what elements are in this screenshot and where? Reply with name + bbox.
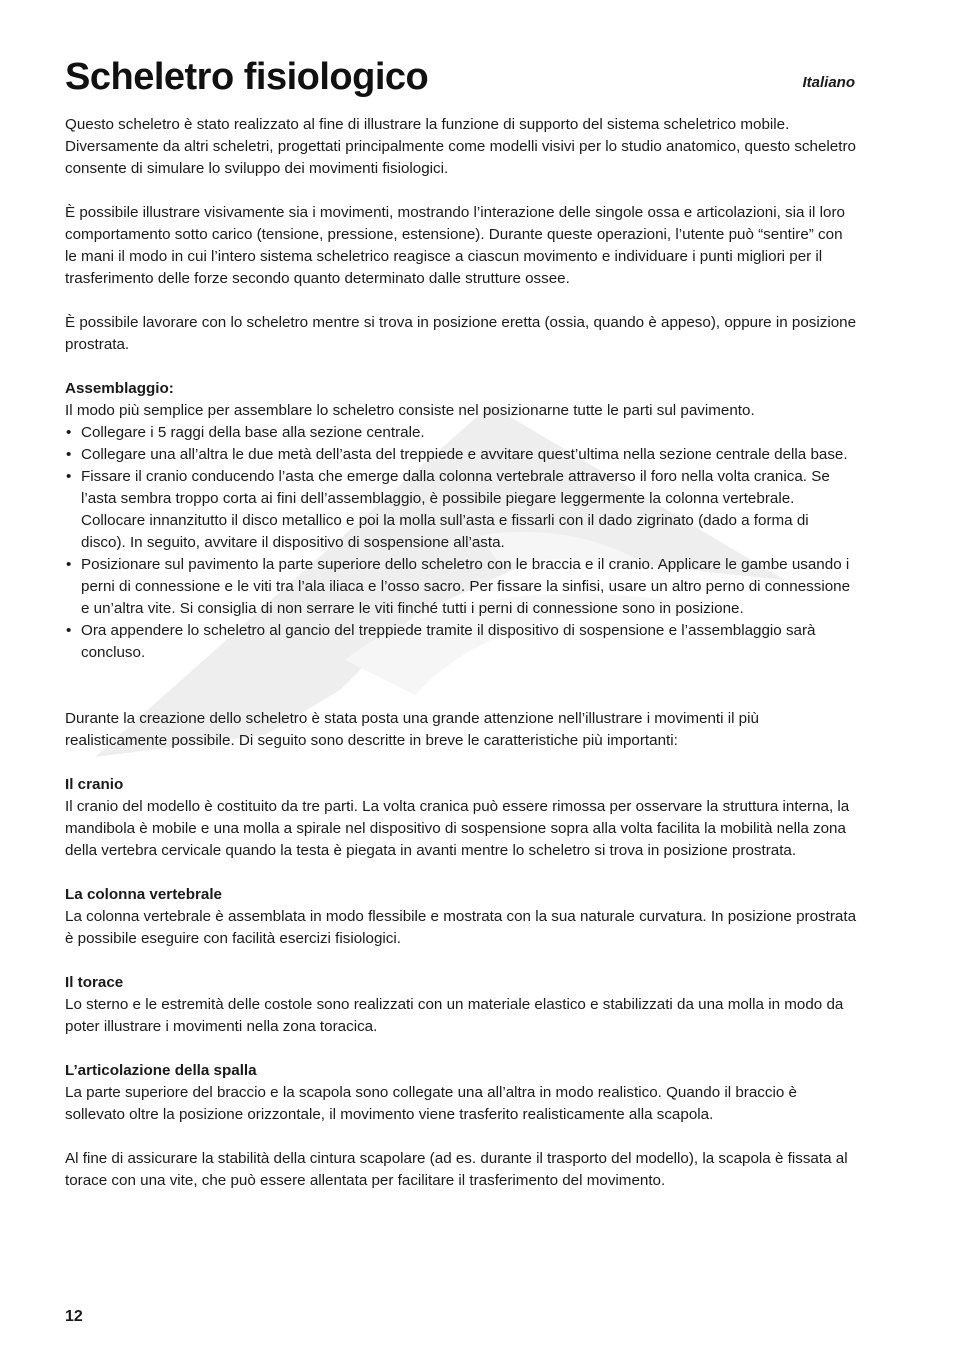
page-header	[65, 52, 857, 114]
list-item: • Collegare i 5 raggi della base alla sezione centrale.	[65, 422, 857, 444]
section-text-torace: Lo sterno e le estremità delle costole sono realizzati con un materiale elastico e stabilizzati da una molla in modo da poter illustrare i movimenti nella zona toracica.	[65, 996, 844, 1035]
section-heading-colonna: La colonna vertebrale	[65, 886, 222, 903]
section-text-spalla: La parte superiore del braccio e la scapola sono collegate una all’altra in modo realistico. Quando il braccio è sollevato oltre la posizione orizzontale, il movimento viene trasferito realisticamente alla scapola.	[65, 1084, 797, 1123]
section-heading-cranio: Il cranio	[65, 776, 124, 793]
language-label: Italiano	[802, 74, 855, 91]
features-intro: Durante la creazione dello scheletro è stata posta una grande attenzione nell’illustrare i movimenti il più realisticamente possibile. Di seguito sono descritte in breve le caratteristiche più importanti:	[65, 710, 759, 749]
section-text-cranio: Il cranio del modello è costituito da tre parti. La volta cranica può essere rimossa per osservare la struttura interna, la mandibola è mobile e una molla a spirale nel dispositivo di sospensione sopra alla volta facilita la mobilità nella zona della vertebra cervicale quando la testa è piegata in avanti mentre lo scheletro si trova in posizione prostrata.	[65, 798, 850, 859]
spacer	[65, 686, 857, 708]
assembly-steps	[65, 422, 857, 664]
list-item: • Fissare il cranio conducendo l’asta che emerge dalla colonna vertebrale attraverso il foro nella volta cranica. Se l’asta sembra troppo corta ai fini dell’assemblaggio, è possibile piegare leggermente la colonna vertebrale. Collocare innanzitutto il disco metallico e poi la molla sull’asta e fissarli con il dado zigrinato (dado a forma di disco). In seguito, avvitare il dispositivo di sospensione all’asta.	[65, 466, 857, 554]
assembly-heading: Assemblaggio:	[65, 380, 174, 397]
closing-paragraph: Al fine di assicurare la stabilità della cintura scapolare (ad es. durante il trasporto del modello), la scapola è fissata al torace con una vite, che può essere allentata per facilitare il trasferimento del movimento.	[65, 1150, 848, 1189]
assembly-lead: Il modo più semplice per assemblare lo scheletro consiste nel posizionarne tutte le parti sul pavimento.	[65, 402, 755, 419]
intro-paragraph: È possibile illustrare visivamente sia i movimenti, mostrando l’interazione delle singole ossa e articolazioni, sia il loro comportamento sotto carico (tensione, pressione, estensione). Durante queste operazioni, l’utente può “sentire” con le mani il modo in cui l’intero sistema scheletrico reagisce a ciascun movimento e individuare i punti migliori per il trasferimento delle forze secondo quanto determinato dalle strutture ossee.	[65, 204, 845, 287]
list-item: • Collegare una all’altra le due metà dell’asta del treppiede e avvitare quest’ultima nella sezione centrale della base.	[65, 444, 857, 466]
page-title: Scheletro fisiologico	[65, 56, 429, 98]
section-heading-spalla: L’articolazione della spalla	[65, 1062, 257, 1079]
list-item: • Ora appendere lo scheletro al gancio del treppiede tramite il dispositivo di sospensione e l’assemblaggio sarà concluso.	[65, 620, 857, 664]
page	[65, 52, 857, 1192]
page-number: 12	[65, 1308, 83, 1325]
section-text-colonna: La colonna vertebrale è assemblata in modo flessibile e mostrata con la sua naturale curvatura. In posizione prostrata è possibile eseguire con facilità esercizi fisiologici.	[65, 908, 857, 947]
body-content	[65, 114, 857, 1192]
intro-paragraph: È possibile lavorare con lo scheletro mentre si trova in posizione eretta (ossia, quando è appeso), oppure in posizione prostrata.	[65, 314, 857, 353]
section-heading-torace: Il torace	[65, 974, 124, 991]
list-item: • Posizionare sul pavimento la parte superiore dello scheletro con le braccia e il cranio. Applicare le gambe usando i perni di connessione e le viti tra l’ala iliaca e l’osso sacro. Per fissare la sinfisi, usare un altro perno di connessione e un’altra vite. Si consiglia di non serrare le viti finché tutti i perni di connessione sono in posizione.	[65, 554, 857, 620]
intro-paragraph: Questo scheletro è stato realizzato al fine di illustrare la funzione di supporto del sistema scheletrico mobile. Diversamente da altri scheletri, progettati principalmente come modelli visivi per lo studio anatomico, questo scheletro consente di simulare lo sviluppo dei movimenti fisiologici.	[65, 116, 856, 177]
